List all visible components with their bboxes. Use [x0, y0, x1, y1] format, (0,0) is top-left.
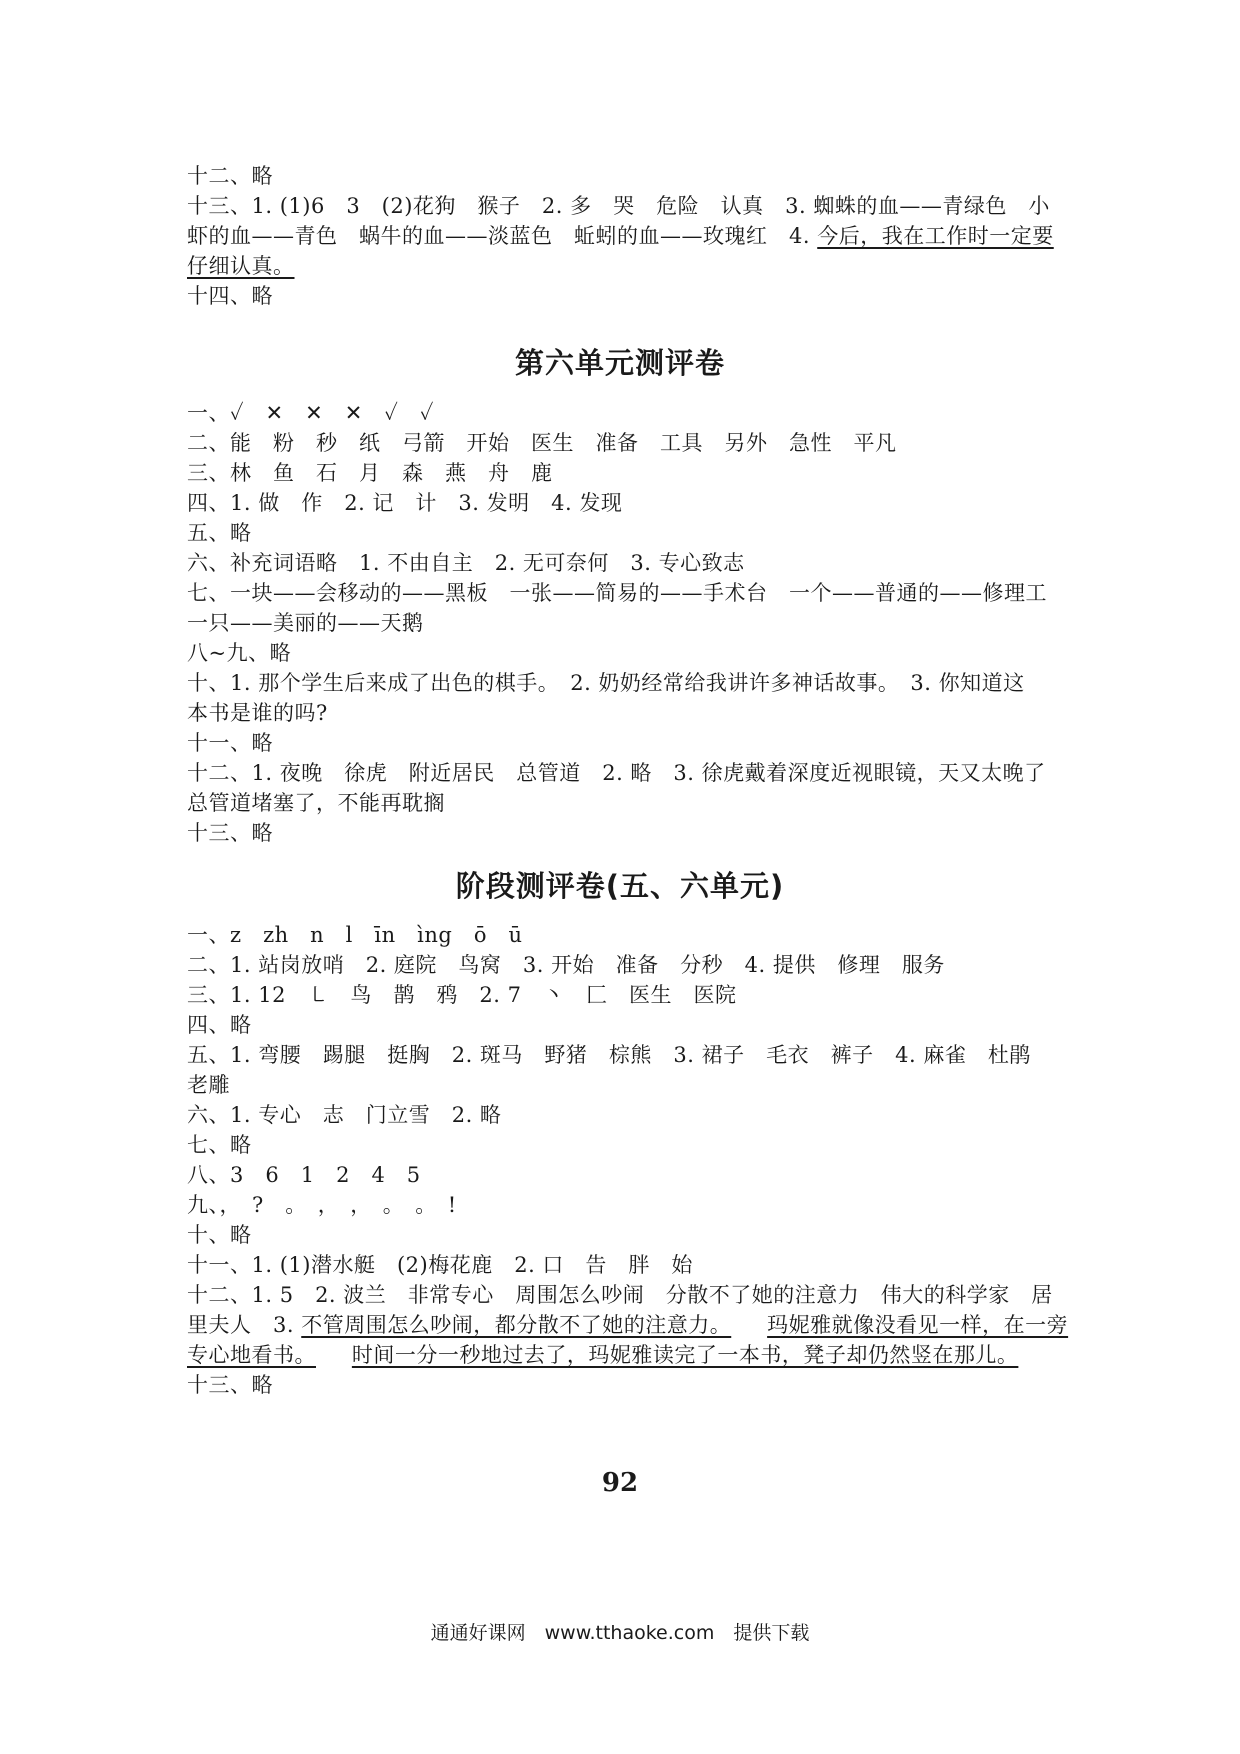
answer-line: 十一、略	[187, 731, 273, 755]
answer-line	[187, 251, 1067, 281]
answer-text: 里夫人 3.	[187, 1313, 295, 1337]
answer-line: 二、能 粉 秒 纸 弓箭 开始 医生 准备 工具 另外 急性 平凡	[187, 431, 897, 455]
answer-line	[187, 1310, 1067, 1340]
underlined-answer: 玛妮雅就像没看见一样，在一旁	[767, 1313, 1069, 1337]
answer-line: 十三、略	[187, 1373, 273, 1397]
answer-line: 三、1. 12 ㇄ 鸟 鹊 鸦 2. 7 丶 匚 医生 医院	[187, 983, 737, 1007]
answer-line: 八、3 6 1 2 4 5	[187, 1163, 421, 1187]
underlined-answer: 专心地看书。	[187, 1343, 316, 1367]
unit6-title: 第六单元测评卷	[514, 346, 725, 380]
answer-line: 十四、略	[187, 284, 273, 308]
underlined-answer: 今后，我在工作时一定要	[817, 224, 1054, 248]
answer-line	[187, 1340, 1067, 1370]
answer-line: 六、补充词语略 1. 不由自主 2. 无可奈何 3. 专心致志	[187, 551, 745, 575]
answer-line: 九、， ? 。 ， ， 。 。 !	[187, 1193, 457, 1217]
stage-section	[187, 920, 1067, 1400]
answer-line: 五、1. 弯腰 踢腿 挺胸 2. 斑马 野猪 棕熊 3. 裙子 毛衣 裤子 4. 麻雀 杜鹃	[187, 1043, 1031, 1067]
answer-line: 总管道堵塞了，不能再耽搁	[187, 791, 445, 815]
answer-line: 八~九、略	[187, 641, 292, 665]
answer-line: 五、略	[187, 521, 252, 545]
answer-line: 一、z zh n l īn ìng ō ū	[187, 923, 523, 947]
top-section	[187, 161, 1067, 311]
answer-line: 四、1. 做 作 2. 记 计 3. 发明 4. 发现	[187, 491, 623, 515]
answer-line: 十二、略	[187, 164, 273, 188]
answer-line: 一、✓ ✕ ✕ ✕ ✓ ✓	[187, 401, 434, 425]
answer-line: 十一、1. (1)潜水艇 (2)梅花鹿 2. 口 告 胖 始	[187, 1253, 693, 1277]
answer-line: 六、1. 专心 志 门立雪 2. 略	[187, 1103, 502, 1127]
answer-line: 十二、1. 夜晚 徐虎 附近居民 总管道 2. 略 3. 徐虎戴着深度近视眼镜，天又太晚了	[187, 761, 1046, 785]
answer-line: 三、林 鱼 石 月 森 燕 舟 鹿	[187, 461, 553, 485]
unit6-section	[187, 398, 1067, 848]
answer-line: 七、略	[187, 1133, 252, 1157]
answer-line: 一只——美丽的——天鹅	[187, 611, 424, 635]
underlined-answer: 不管周围怎么吵闹，都分散不了她的注意力。	[301, 1313, 732, 1337]
answer-line: 十、1. 那个学生后来成了出色的棋手。 2. 奶奶经常给我讲许多神话故事。 3. 你知道这	[187, 671, 1025, 695]
answer-line: 四、略	[187, 1013, 252, 1037]
answer-line: 十三、1. (1)6 3 (2)花狗 猴子 2. 多 哭 危险 认真 3. 蜘蛛的血——青绿色 小	[187, 194, 1050, 218]
answer-line: 七、一块——会移动的——黑板 一张——简易的——手术台 一个——普通的——修理工	[187, 581, 1047, 605]
answer-line: 十三、略	[187, 821, 273, 845]
underlined-answer: 时间一分一秒地过去了，玛妮雅读完了一本书，凳子却仍然竖在那儿。	[351, 1343, 1019, 1367]
answer-line: 二、1. 站岗放哨 2. 庭院 鸟窝 3. 开始 准备 分秒 4. 提供 修理 服务	[187, 953, 945, 977]
page-number: 92	[601, 1468, 639, 1498]
download-footer: 通通好课网 www.tthaoke.com 提供下载	[430, 1622, 810, 1644]
answer-line: 本书是谁的吗?	[187, 701, 328, 725]
answer-line: 十、略	[187, 1223, 252, 1247]
answer-line	[187, 221, 1067, 251]
answer-line: 十二、1. 5 2. 波兰 非常专心 周围怎么吵闹 分散不了她的注意力 伟大的科学家 居	[187, 1283, 1053, 1307]
underlined-answer: 仔细认真。	[187, 254, 295, 278]
stage-title: 阶段测评卷(五、六单元)	[455, 869, 785, 903]
answer-text: 虾的血——青色 蜗牛的血——淡蓝色 蚯蚓的血——玫瑰红 4.	[187, 224, 811, 248]
answer-line: 老雕	[187, 1073, 230, 1097]
